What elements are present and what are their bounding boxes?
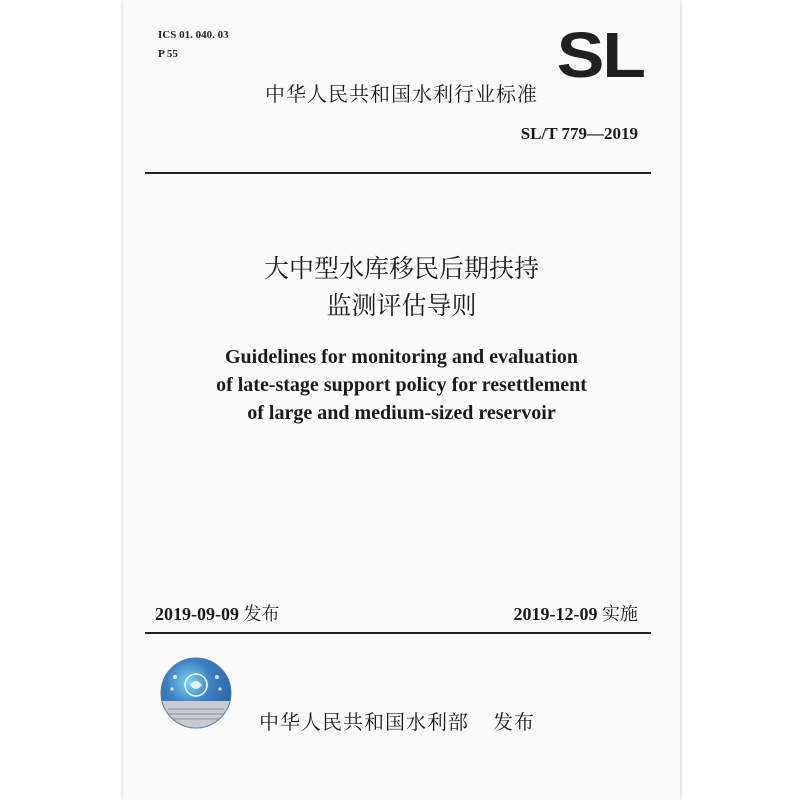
ics-code: ICS 01. 040. 03 xyxy=(158,29,229,41)
industry-standard-heading: 中华人民共和国水利行业标准 xyxy=(265,82,538,106)
p-code: P 55 xyxy=(158,48,178,60)
publisher-action: 发布 xyxy=(493,710,535,734)
issue-date-value: 2019-09-09 xyxy=(155,604,239,624)
publisher-line xyxy=(259,706,535,735)
implementation-date-label: 实施 xyxy=(602,604,638,625)
english-title-line-1: Guidelines for monitoring and evaluation xyxy=(224,346,578,368)
sl-logo: SL xyxy=(556,19,644,91)
classification-codes xyxy=(158,26,229,64)
english-title-line-2: of late-stage support policy for resettlement xyxy=(216,374,587,396)
issue-date-label: 发布 xyxy=(243,604,280,625)
implementation-date-value: 2019-12-09 xyxy=(513,604,598,624)
top-divider xyxy=(145,172,651,174)
implementation-date xyxy=(514,600,639,626)
anti-counterfeit-hologram-icon xyxy=(160,657,232,729)
bottom-divider xyxy=(145,632,651,634)
publisher-name: 中华人民共和国水利部 xyxy=(259,710,469,734)
chinese-title xyxy=(123,250,680,324)
english-title xyxy=(123,343,680,427)
standard-number: SL/T 779—2019 xyxy=(520,124,638,143)
standard-cover-page xyxy=(123,0,680,800)
issue-date xyxy=(155,600,280,626)
english-title-line-3: of large and medium-sized reservoir xyxy=(247,402,556,424)
chinese-title-line-1: 大中型水库移民后期扶持 xyxy=(263,254,539,283)
chinese-title-line-2: 监测评估导则 xyxy=(326,291,477,320)
